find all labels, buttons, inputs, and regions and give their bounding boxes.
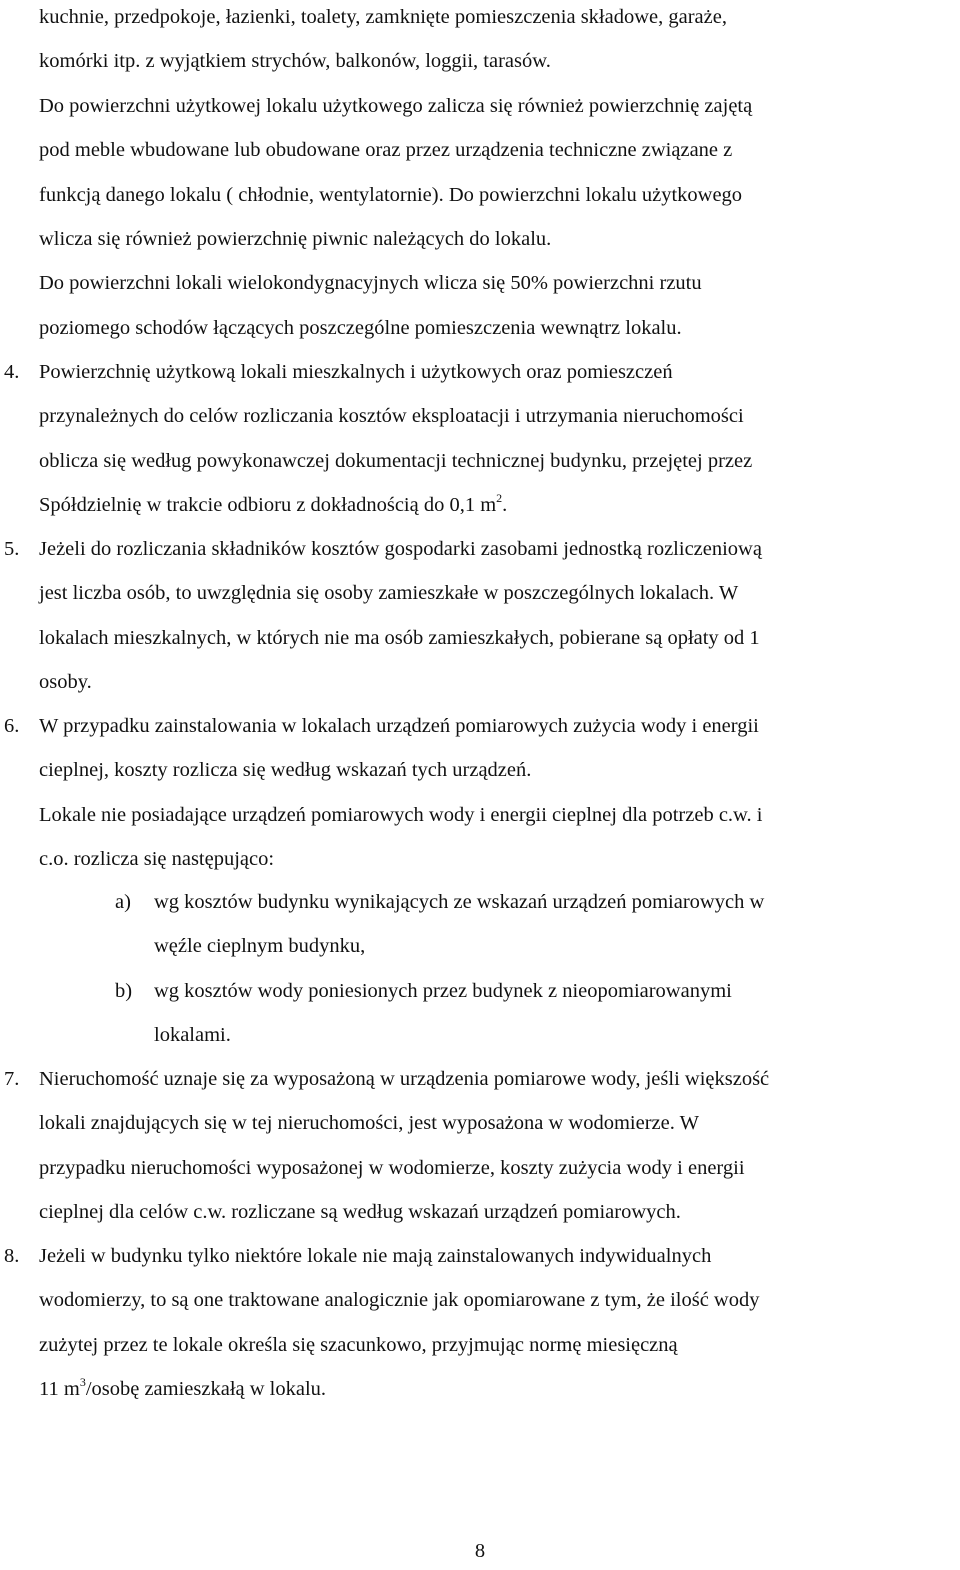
sub-item-label: a) bbox=[115, 891, 131, 913]
text-line: wg kosztów budynku wynikających ze wskazań urządzeń pomiarowych w bbox=[154, 891, 765, 913]
intro-paragraph bbox=[39, 0, 956, 350]
text-line: przynależnych do celów rozliczania kosztów eksploatacji i utrzymania nieruchomości bbox=[39, 405, 744, 428]
item-number: 6. bbox=[4, 715, 20, 737]
page-number: 8 bbox=[474, 1540, 486, 1562]
item-number: 4. bbox=[4, 361, 20, 383]
text-line: osoby. bbox=[39, 671, 92, 694]
text-line: wg kosztów wody poniesionych przez budynek z nieopomiarowanymi bbox=[154, 980, 732, 1002]
text-line: oblicza się według powykonawczej dokumentacji technicznej budynku, przejętej przez bbox=[39, 449, 753, 472]
text-line: kuchnie, przedpokoje, łazienki, toalety, zamknięte pomieszczenia składowe, garaże, bbox=[39, 6, 727, 28]
item-6-paragraph bbox=[39, 704, 956, 882]
text-line: Do powierzchni lokali wielokondygnacyjnych wlicza się 50% powierzchni rzutu bbox=[39, 272, 702, 295]
text-segment: /osobę zamieszkałą w lokalu. bbox=[85, 1378, 327, 1401]
text-line: Nieruchomość uznaje się za wyposażoną w urządzenia pomiarowe wody, jeśli większość bbox=[39, 1068, 770, 1090]
text-line: zużytej przez te lokale określa się szacunkowo, przyjmując normę miesięczną bbox=[39, 1333, 678, 1356]
text-line bbox=[39, 483, 956, 527]
text-line: wlicza się również powierzchnię piwnic należących do lokalu. bbox=[39, 228, 552, 251]
text-line: Lokale nie posiadające urządzeń pomiarowych wody i energii cieplnej dla potrzeb c.w. i bbox=[39, 803, 763, 826]
text-line: Powierzchnię użytkową lokali mieszkalnych i użytkowych oraz pomieszczeń bbox=[39, 361, 673, 383]
text-line: poziomego schodów łączących poszczególne pomieszczenia wewnątrz lokalu. bbox=[39, 316, 682, 339]
item-5-paragraph bbox=[39, 527, 956, 705]
item-number: 5. bbox=[4, 538, 20, 560]
superscript: 2 bbox=[496, 491, 503, 506]
sub-item-label: b) bbox=[115, 980, 133, 1002]
item-number: 7. bbox=[4, 1068, 20, 1090]
text-line bbox=[39, 1367, 956, 1411]
item-4-paragraph bbox=[39, 350, 956, 528]
text-line: jest liczba osób, to uwzględnia się osoby zamieszkałe w poszczególnych lokalach. W bbox=[39, 582, 739, 605]
text-segment: 11 m bbox=[39, 1378, 80, 1401]
text-line: wodomierzy, to są one traktowane analogicznie jak opomiarowane z tym, że ilość wody bbox=[39, 1289, 760, 1312]
text-line: Jeżeli do rozliczania składników kosztów gospodarki zasobami jednostką rozliczeniową bbox=[39, 538, 762, 560]
text-line: cieplnej dla celów c.w. rozliczane są według wskazań urządzeń pomiarowych. bbox=[39, 1201, 681, 1224]
text-segment: . bbox=[502, 494, 508, 517]
text-line: Do powierzchni użytkowej lokalu użytkowego zalicza się również powierzchnię zajętą bbox=[39, 94, 753, 117]
item-7-paragraph bbox=[39, 1057, 956, 1235]
text-line: cieplnej, koszty rozlicza się według wskazań tych urządzeń. bbox=[39, 759, 532, 782]
item-number: 8. bbox=[4, 1245, 20, 1267]
text-line: lokali znajdujących się w tej nieruchomości, jest wyposażona w wodomierze. W bbox=[39, 1112, 699, 1135]
text-line: pod meble wbudowane lub obudowane oraz przez urządzenia techniczne związane z bbox=[39, 139, 733, 162]
text-line: c.o. rozlicza się następująco: bbox=[39, 848, 275, 871]
text-line: węźle cieplnym budynku, bbox=[154, 935, 366, 957]
text-line: lokalami. bbox=[154, 1024, 231, 1046]
text-line: lokalach mieszkalnych, w których nie ma osób zamieszkałych, pobierane są opłaty od 1 bbox=[39, 626, 760, 649]
superscript: 3 bbox=[79, 1375, 86, 1390]
text-segment: Spółdzielnię w trakcie odbioru z dokładnością do 0,1 m bbox=[39, 494, 497, 517]
text-line: komórki itp. z wyjątkiem strychów, balkonów, loggii, tarasów. bbox=[39, 50, 551, 73]
item-8-paragraph bbox=[39, 1234, 956, 1412]
text-line: Jeżeli w budynku tylko niektóre lokale nie mają zainstalowanych indywidualnych bbox=[39, 1245, 712, 1267]
text-line: przypadku nieruchomości wyposażonej w wodomierze, koszty zużycia wody i energii bbox=[39, 1156, 745, 1179]
text-line: W przypadku zainstalowania w lokalach urządzeń pomiarowych zużycia wody i energii bbox=[39, 715, 759, 737]
text-line: funkcją danego lokalu ( chłodnie, wentylatornie). Do powierzchni lokalu użytkowego bbox=[39, 183, 743, 206]
